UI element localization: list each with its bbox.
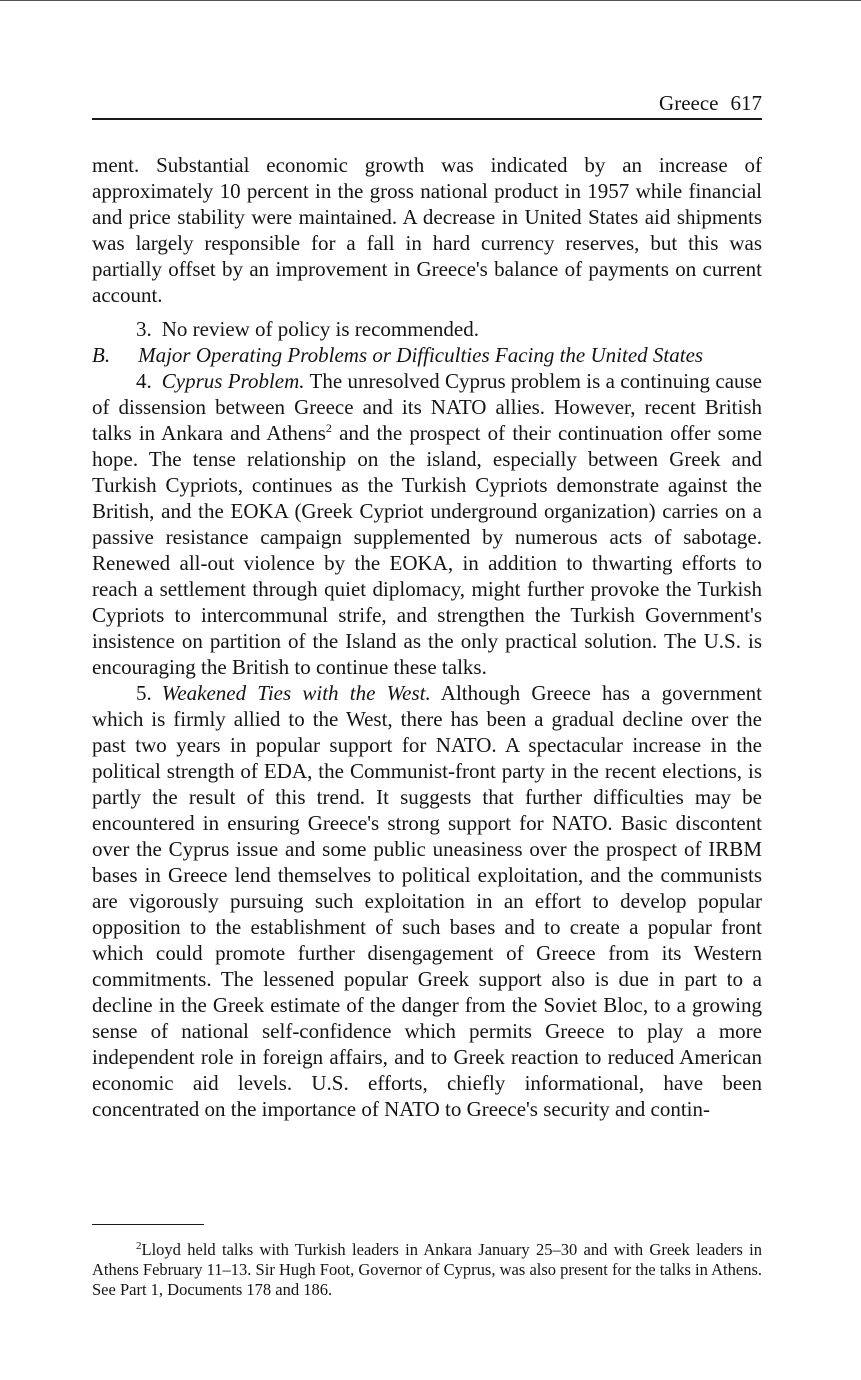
paragraph-title: Weakened Ties with the West.: [161, 681, 431, 705]
paragraph-number: 5.: [136, 681, 152, 705]
paragraph-5: [92, 680, 762, 1122]
footnote: [92, 1240, 762, 1300]
paragraph-text: Although Greece has a government which is firmly allied to the West, there has been a gradual decline over the past two years in popular support for NATO. A spectacular increase in the political strength of EDA, the Communist-front party in the recent elections, is partly the result of this trend. It suggests that further difficulties may be encountered in ensuring Greece's strong support for NATO. Basic discontent over the Cyprus issue and some public uneasiness over the prospect of IRBM bases in Greece lend themselves to political exploitation, and the communists are vigorously pursuing such exploitation in an effort to develop popular opposition to the establishment of such bases and to create a popular front which could promote further disengagement of Greece from its Western commitments. The lessened popular Greek support also is due in part to a decline in the Greek estimate of the danger from the Soviet Bloc, to a growing sense of national self-confidence which permits Greece to play a more independent role in foreign affairs, and to Greek reaction to reduced American economic aid levels. U.S. efforts, chiefly informational, have been concentrated on the importance of NATO to Greece's security and contin-: [92, 681, 762, 1121]
paragraph-title: Cyprus Problem.: [161, 369, 305, 393]
running-header: [92, 88, 762, 120]
footnote-separator: [92, 1224, 204, 1225]
paragraph-text: No review of policy is recommended.: [161, 317, 479, 341]
section-heading-b: [92, 342, 762, 368]
paragraph-number: 4.: [136, 369, 152, 393]
paragraph-text-continued: and the prospect of their continuation offer some hope. The tense relationship on the island, especially between Greek and Turkish Cypriots, continues as the Turkish Cypriots demonstrate against the British, and the EOKA (Greek Cypriot underground organization) carries on a passive resistance campaign supplemented by numerous acts of sabotage. Renewed all-out violence by the EOKA, in addition to thwarting efforts to reach a settlement through quiet diplomacy, might further provoke the Turkish Cypriots to intercommunal strife, and strengthen the Turkish Government's insistence on partition of the Island as the only practical solution. The U.S. is encouraging the British to continue these talks.: [92, 421, 762, 679]
section-title: Major Operating Problems or Difficulties Facing the United States: [138, 343, 704, 367]
scan-top-edge-rule: [0, 0, 861, 1]
page-number: 617: [730, 91, 762, 115]
paragraph-continuation: ment. Substantial economic growth was indicated by an increase of approximately 10 percent in the gross national product in 1957 while financial and price stability were maintained. A decrease in United States aid shipments was largely responsible for a fall in hard currency reserves, but this was partially offset by an improvement in Greece's balance of payments on current account.: [92, 153, 762, 307]
paragraph-3: [92, 316, 762, 342]
section-label: B.: [92, 343, 111, 367]
running-head-title: Greece: [659, 91, 719, 115]
paragraph-text: The unresolved Cyprus problem is a continuing cause of dissension between Greece and its NATO allies. However, recent British talks in Ankara and Athens: [92, 369, 763, 445]
footnote-text: Lloyd held talks with Turkish leaders in Ankara January 25–30 and with Greek leaders in Athens February 11–13. Sir Hugh Foot, Governor of Cyprus, was also present for the talks in Athens. See Part 1, Documents 178 and 186.: [92, 1240, 762, 1299]
body-text: [92, 152, 762, 1122]
footnote-paragraph: [92, 1240, 762, 1300]
paragraph-4: [92, 368, 762, 680]
footnote-reference[interactable]: 2: [325, 421, 332, 435]
footnote-marker: 2: [136, 1240, 142, 1252]
paragraph-number: 3.: [136, 317, 152, 341]
